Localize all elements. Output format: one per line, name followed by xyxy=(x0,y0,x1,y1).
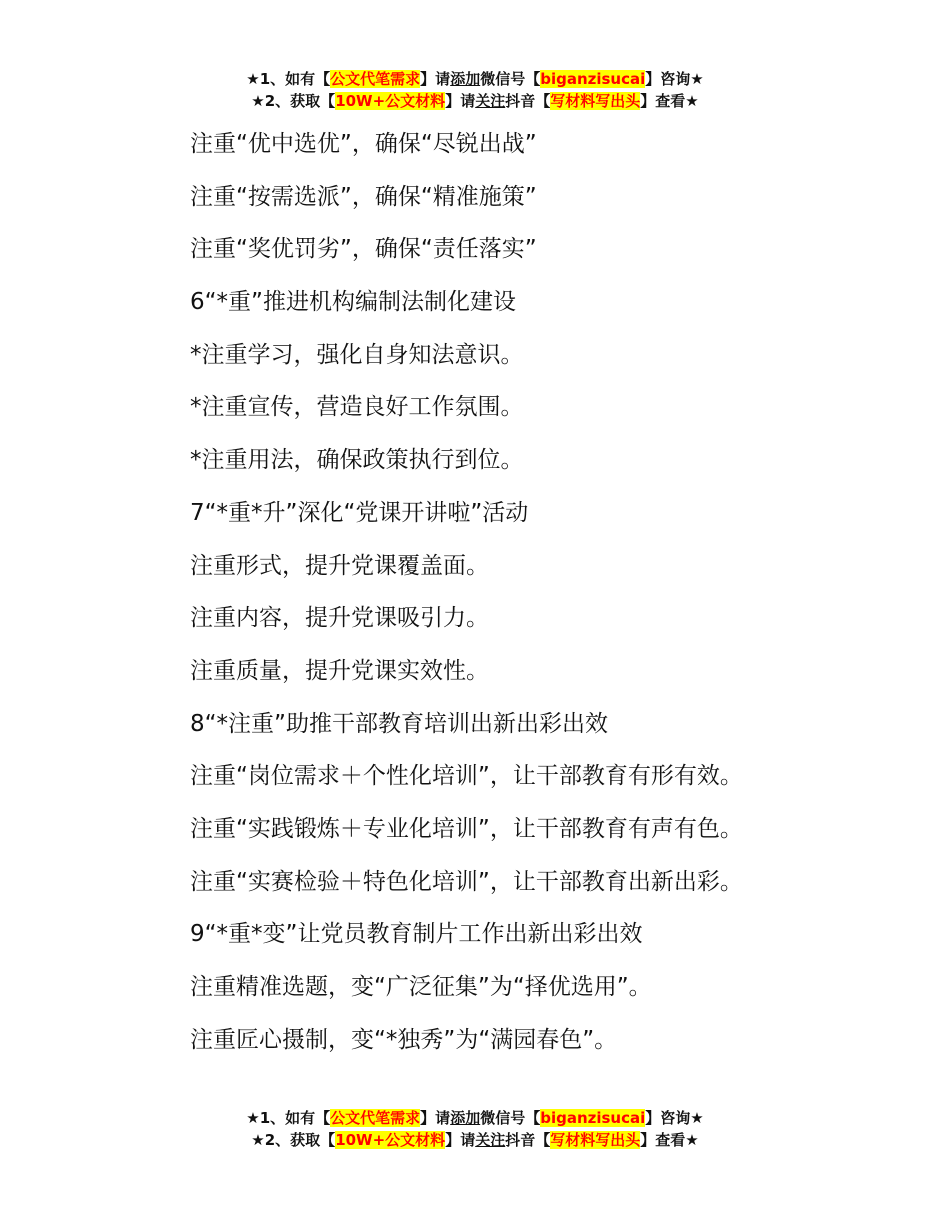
banner-text: 】查看★ xyxy=(640,1131,699,1149)
highlight-wechat-id: biganzisucai xyxy=(540,70,646,88)
banner-line-1 xyxy=(0,1107,950,1129)
text-line: *注重宣传，营造良好工作氛围。 xyxy=(190,394,524,421)
highlight-service: 公文代笔需求 xyxy=(330,70,421,88)
text-line: *注重用法，确保政策执行到位。 xyxy=(190,447,524,474)
text-line: 注重“优中选优”，确保“尽锐出战” xyxy=(190,131,537,157)
banner-text: 】咨询★ xyxy=(645,70,704,88)
banner-text: ★2、获取【 xyxy=(251,1131,336,1149)
section-heading: 8“*注重”助推干部教育培训出新出彩出效 xyxy=(190,710,608,737)
text-line: 注重质量，提升党课实效性。 xyxy=(190,657,489,684)
highlight-douyin-account: 写材料写出头 xyxy=(550,1131,641,1149)
underlined-text: 关注 xyxy=(475,1131,506,1149)
text-line: 注重“实赛检验＋特色化培训”，让干部教育出新出彩。 xyxy=(190,868,743,895)
header-banner xyxy=(0,68,950,112)
text-line: 注重“按需选派”，确保“精准施策” xyxy=(190,183,537,210)
document-body xyxy=(190,118,930,1066)
banner-text: 抖音【 xyxy=(505,92,551,110)
banner-line-2 xyxy=(0,90,950,112)
banner-text: 】请 xyxy=(445,92,476,110)
banner-text: 微信号【 xyxy=(480,70,541,88)
underlined-text: 关注 xyxy=(475,92,506,110)
highlight-materials: 10W+公文材料 xyxy=(335,92,446,110)
text-line: 注重“实践锻炼＋专业化培训”，让干部教育有声有色。 xyxy=(190,815,743,842)
banner-line-2 xyxy=(0,1129,950,1151)
highlight-douyin-account: 写材料写出头 xyxy=(550,92,641,110)
underlined-text: 添加 xyxy=(450,70,481,88)
highlight-materials: 10W+公文材料 xyxy=(335,1131,446,1149)
banner-text: ★2、获取【 xyxy=(251,92,336,110)
banner-text: ★1、如有【 xyxy=(246,70,331,88)
text-line: 注重形式，提升党课覆盖面。 xyxy=(190,552,489,579)
highlight-service: 公文代笔需求 xyxy=(330,1109,421,1127)
text-line: 注重精准选题，变“广泛征集”为“择优选用”。 xyxy=(190,974,652,1000)
text-line: *注重学习，强化自身知法意识。 xyxy=(190,341,524,368)
banner-text: 】请 xyxy=(420,1109,451,1127)
text-line: 注重内容，提升党课吸引力。 xyxy=(190,605,489,632)
highlight-wechat-id: biganzisucai xyxy=(540,1109,646,1127)
banner-text: 】咨询★ xyxy=(645,1109,704,1127)
section-heading: 7“*重*升”深化“党课开讲啦”活动 xyxy=(190,499,529,526)
banner-line-1 xyxy=(0,68,950,90)
section-heading: 6“*重”推进机构编制法制化建设 xyxy=(190,289,516,316)
banner-text: 】查看★ xyxy=(640,92,699,110)
underlined-text: 添加 xyxy=(450,1109,481,1127)
footer-banner xyxy=(0,1107,950,1151)
text-line: 注重“岗位需求＋个性化培训”，让干部教育有形有效。 xyxy=(190,763,743,790)
banner-text: 微信号【 xyxy=(480,1109,541,1127)
banner-text: 抖音【 xyxy=(505,1131,551,1149)
text-line: 注重匠心摄制，变“*独秀”为“满园春色”。 xyxy=(190,1026,618,1053)
text-line: 注重“奖优罚劣”，确保“责任落实” xyxy=(190,236,537,263)
section-heading: 9“*重*变”让党员教育制片工作出新出彩出效 xyxy=(190,921,643,948)
banner-text: 】请 xyxy=(445,1131,476,1149)
banner-text: 】请 xyxy=(420,70,451,88)
banner-text: ★1、如有【 xyxy=(246,1109,331,1127)
